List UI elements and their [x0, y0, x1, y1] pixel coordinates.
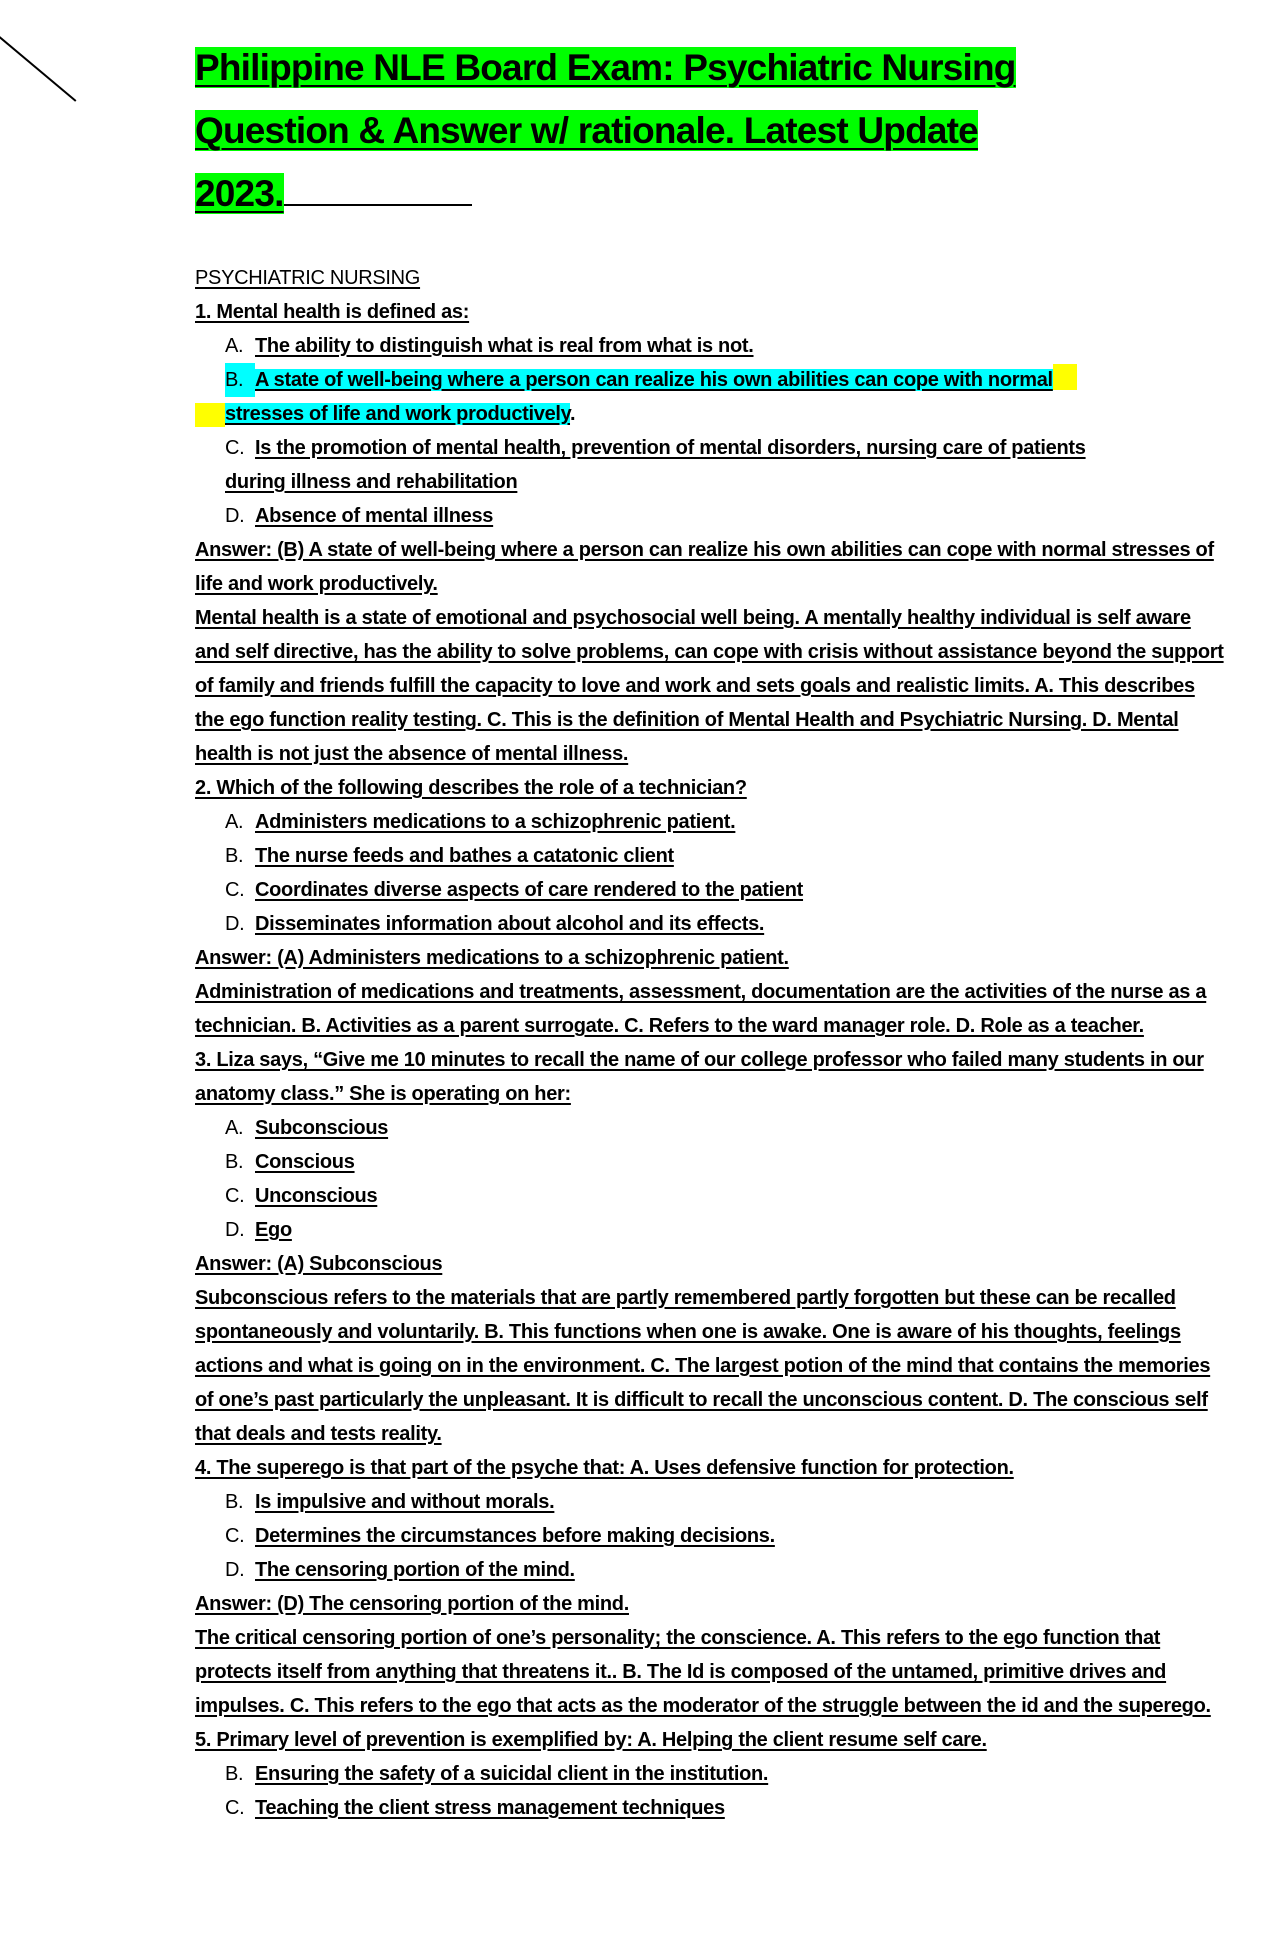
document-body: [195, 261, 1225, 1825]
q4-option-c: C. Determines the circumstances before making decisions.: [225, 1525, 775, 1547]
q2-rationale: Administration of medications and treatments, assessment, documentation are the activities of the nurse as a technician. B. Activities as a parent surrogate. C. Refers to the ward manager role. D. Role as a teacher.: [195, 981, 1207, 1037]
q2-option-d: D. Disseminates information about alcohol and its effects.: [225, 913, 765, 935]
q5-option-b: B. Ensuring the safety of a suicidal client in the institution.: [225, 1763, 769, 1785]
corner-diagonal-line: [0, 28, 76, 102]
q1-option-a: A. The ability to distinguish what is real from what is not.: [225, 335, 754, 357]
question-1: 1. Mental health is defined as:: [195, 301, 470, 323]
q2-option-b: B. The nurse feeds and bathes a catatonic client: [225, 845, 674, 867]
q3-option-a: A. Subconscious: [225, 1117, 389, 1139]
question-3: 3. Liza says, “Give me 10 minutes to recall the name of our college professor who failed many students in our anatomy class.” She is operating on her:: [195, 1049, 1204, 1105]
title-underline-tail: [284, 194, 472, 206]
q3-option-c: C. Unconscious: [225, 1185, 378, 1207]
q4-option-d: D. The censoring portion of the mind.: [225, 1559, 575, 1581]
q1-option-c: C. Is the promotion of mental health, prevention of mental disorders, nursing care of patients during illness and rehabilitation: [225, 437, 1086, 493]
question-5: 5. Primary level of prevention is exemplified by: A. Helping the client resume self care.: [195, 1729, 987, 1751]
yellow-marker-left: [195, 403, 225, 427]
q1-option-b: B. A state of well-being where a person can realize his own abilities can cope with normal stresses of life and work productively.: [195, 363, 1225, 431]
document-page: [195, 36, 1225, 1825]
document-title: [195, 36, 1225, 225]
q2-option-c: C. Coordinates diverse aspects of care rendered to the patient: [225, 879, 804, 901]
q1-option-d: D. Absence of mental illness: [225, 505, 494, 527]
q2-answer: Answer: (A) Administers medications to a schizophrenic patient.: [195, 947, 789, 969]
q3-option-b: B. Conscious: [225, 1151, 355, 1173]
q1-answer: Answer: (B) A state of well-being where a person can realize his own abilities can cope with normal stresses of life and work productively.: [195, 539, 1214, 595]
q3-answer: Answer: (A) Subconscious: [195, 1253, 443, 1275]
title-line-1: Philippine NLE Board Exam: Psychiatric Nursing: [195, 47, 1016, 88]
q5-option-c: C. Teaching the client stress management techniques: [225, 1797, 725, 1819]
q2-option-a: A. Administers medications to a schizophrenic patient.: [225, 811, 736, 833]
q3-option-d: D. Ego: [225, 1219, 292, 1241]
q4-rationale: The critical censoring portion of one’s personality; the conscience. A. This refers to the ego function that protects itself from anything that threatens it.. B. The Id is composed of the untamed, primitive drives and impulses. C. This refers to the ego that acts as the moderator of the struggle between the id and the superego.: [195, 1627, 1211, 1717]
yellow-marker-right: [1053, 364, 1077, 390]
section-heading: PSYCHIATRIC NURSING: [195, 267, 421, 289]
question-2: 2. Which of the following describes the role of a technician?: [195, 777, 747, 799]
question-4: 4. The superego is that part of the psyche that: A. Uses defensive function for protection.: [195, 1457, 1014, 1479]
q1-rationale: Mental health is a state of emotional and psychosocial well being. A mentally healthy individual is self aware and self directive, has the ability to solve problems, can cope with crisis without assistance beyond the support of family and friends fulfill the capacity to love and work and sets goals and realistic limits. A. This describes the ego function reality testing. C. This is the definition of Mental Health and Psychiatric Nursing. D. Mental health is not just the absence of mental illness.: [195, 607, 1224, 765]
q4-answer: Answer: (D) The censoring portion of the mind.: [195, 1593, 629, 1615]
q4-option-b: B. Is impulsive and without morals.: [225, 1491, 555, 1513]
title-line-2: Question & Answer w/ rationale. Latest Update: [195, 110, 978, 151]
q3-rationale: Subconscious refers to the materials that are partly remembered partly forgotten but these can be recalled spontaneously and voluntarily. B. This functions when one is awake. One is aware of his thoughts, feelings actions and what is going on in the environment. C. The largest potion of the mind that contains the memories of one’s past particularly the unpleasant. It is difficult to recall the unconscious content. D. The conscious self that deals and tests reality.: [195, 1287, 1211, 1445]
title-line-3: 2023.: [195, 173, 284, 214]
